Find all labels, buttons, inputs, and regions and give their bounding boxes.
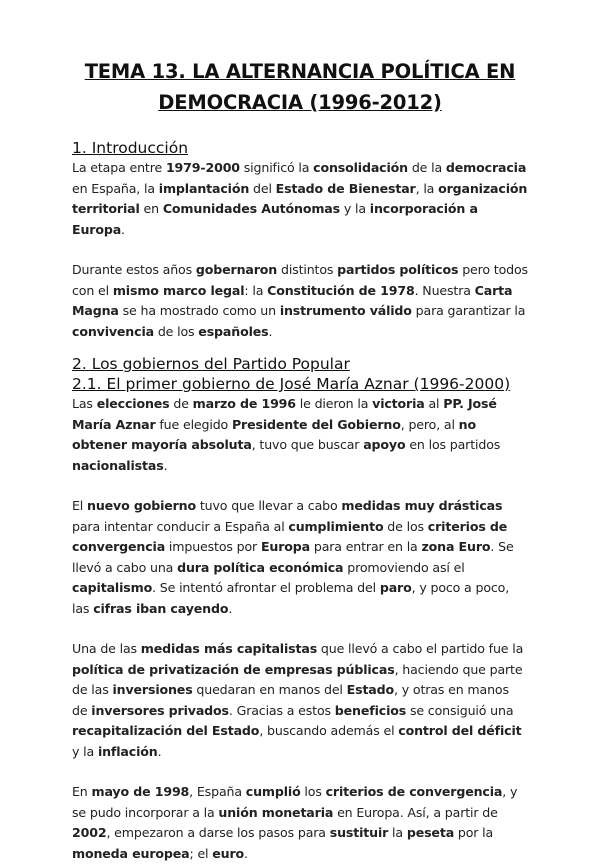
title-line-1: TEMA 13. LA ALTERNANCIA POLÍTICA EN [84,60,516,83]
intro-paragraph-2: Durante estos años gobernaron distintos partidos políticos pero todos con el mismo marco legal: la Constitución de 1978. Nuestra Carta Magna se ha mostrado como un instrumento válido para garantizar la convivencia de los españoles. [72,262,528,339]
section-2-heading: 2. Los gobiernos del Partido Popular [72,355,350,373]
aznar-paragraph-1: Las elecciones de marzo de 1996 le dieron la victoria al PP. José María Aznar fue elegido Presidente del Gobierno, pero, al no obtener mayoría absoluta, tuvo que buscar apoyo en los partidos nacionalistas. [72,396,501,473]
title-line-2: DEMOCRACIA (1996-2012) [158,91,442,114]
intro-paragraph-1: La etapa entre 1979-2000 significó la consolidación de la democracia en España, la implantación del Estado de Bienestar, la organización territorial en Comunidades Autónomas y la incorporación a Europa. [72,160,528,237]
aznar-paragraph-2: El nuevo gobierno tuvo que llevar a cabo medidas muy drásticas para intentar conducir a España al cumplimiento de los criterios de convergencia impuestos por Europa para entrar en la zona Euro. Se llevó a cabo una dura política económica promoviendo así el capitalismo. Se intentó afrontar el problema del paro, y poco a poco, las cifras iban cayendo. [72,498,514,616]
section-1-heading: 1. Introducción [72,139,189,157]
aznar-paragraph-3: Una de las medidas más capitalistas que llevó a cabo el partido fue la política de privatización de empresas públicas, haciendo que parte de las inversiones quedaran en manos del Estado, y otras en manos de inversores privados. Gracias a estos beneficios se consiguió una recapitalización del Estado, buscando además el control del déficit y la inflación. [72,641,524,759]
section-2-1-heading: 2.1. El primer gobierno de José María Aznar (1996-2000) [72,375,511,393]
aznar-paragraph-4: En mayo de 1998, España cumplió los criterios de convergencia, y se pudo incorporar a la unión monetaria en Europa. Así, a partir de 2002, empezaron a darse los pasos para sustituir la peseta por la moneda europea; el euro. [72,784,518,861]
document-title [72,56,528,118]
